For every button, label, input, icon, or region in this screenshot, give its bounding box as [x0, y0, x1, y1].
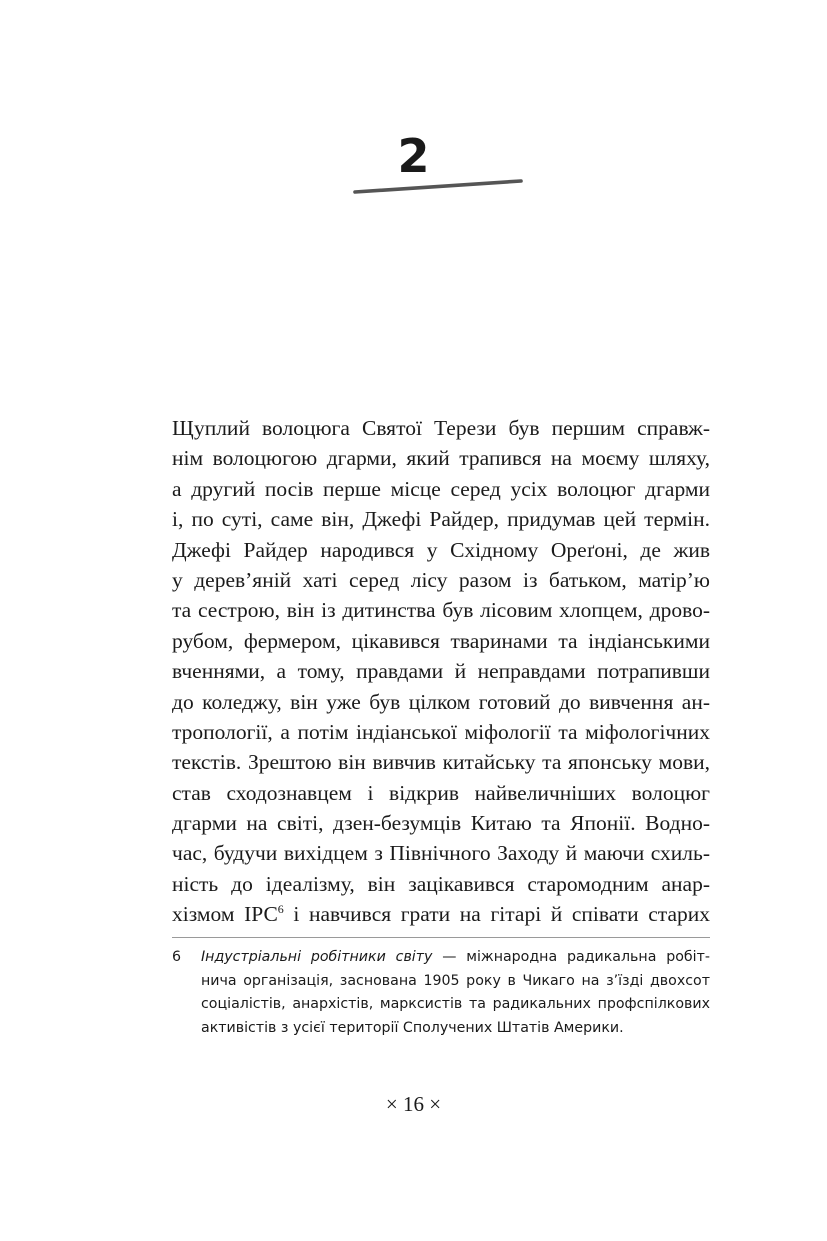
text-line: текстів. Зрештою він вивчив китайську та японську мови,: [172, 750, 710, 775]
footnote-line: соціалістів, анархістів, марксистів та радикальних профспілкових: [201, 996, 710, 1012]
text-line: а другий посів перше місце серед усіх волоцюг дгарми: [172, 476, 710, 501]
chapter-underline-rule: [352, 176, 524, 196]
text-line: нім волоцюгою дгарми, який трапився на моєму шляху,: [172, 446, 710, 471]
text-line: Джефі Райдер народився у Східному Ореґоні, де жив: [172, 537, 710, 562]
footnote-text: [201, 946, 710, 1040]
text-line: став сходознавцем і відкрив найвеличніших волоцюг: [172, 780, 710, 805]
text-line: тропології, а потім індіанської міфології та міфологічних: [172, 719, 710, 744]
page-number: × 16 ×: [385, 1092, 442, 1116]
text-line: і, по суті, саме він, Джефі Райдер, придумав цей термін.: [172, 507, 710, 532]
footnote-line: нича організація, заснована 1905 року в Чикаго на з’їзді двохсот: [201, 972, 710, 989]
text-line: та сестрою, він із дитинства був лісовим хлопцем, дрово-: [172, 598, 710, 623]
text-line: час, будучи вихідцем з Північного Заходу й маючи схиль-: [172, 841, 710, 866]
footnote-line: [201, 946, 710, 970]
footnote-term: Індустріальні робітники світу: [201, 949, 433, 965]
chapter-number: 2: [397, 129, 430, 183]
text-line: у дерев’яній хаті серед лісу разом із батьком, матір’ю: [172, 567, 710, 592]
text-fragment: хізмом ІРС: [172, 902, 278, 927]
footnote-fragment: — міжнародна радикальна робіт-: [432, 949, 710, 965]
body-paragraph: [172, 413, 710, 930]
text-line: рубом, фермером, цікавився тваринами та індіанськими: [172, 628, 710, 653]
text-line: Щуплий волоцюга Святої Терези був першим справж-: [172, 416, 710, 440]
footnote-number: 6: [172, 949, 182, 965]
text-line: вченнями, а тому, правдами й неправдами потрапивши: [172, 659, 710, 684]
text-line: дгарми на світі, дзен-безумців Китаю та Японії. Водно-: [172, 811, 710, 836]
text-line: ність до ідеалізму, він зацікавився старомодним анар-: [172, 871, 710, 896]
text-line: до коледжу, він уже був цілком готовий до вивчення ан-: [172, 689, 710, 714]
footnote-reference[interactable]: 6: [277, 902, 284, 917]
text-fragment: і навчився грати на гітарі й співати старих: [283, 902, 711, 927]
footnote-line: активістів з усієї території Сполучених Штатів Америки.: [201, 1019, 624, 1036]
footnote-separator: [172, 937, 710, 938]
text-line-with-footnote: [172, 899, 710, 929]
